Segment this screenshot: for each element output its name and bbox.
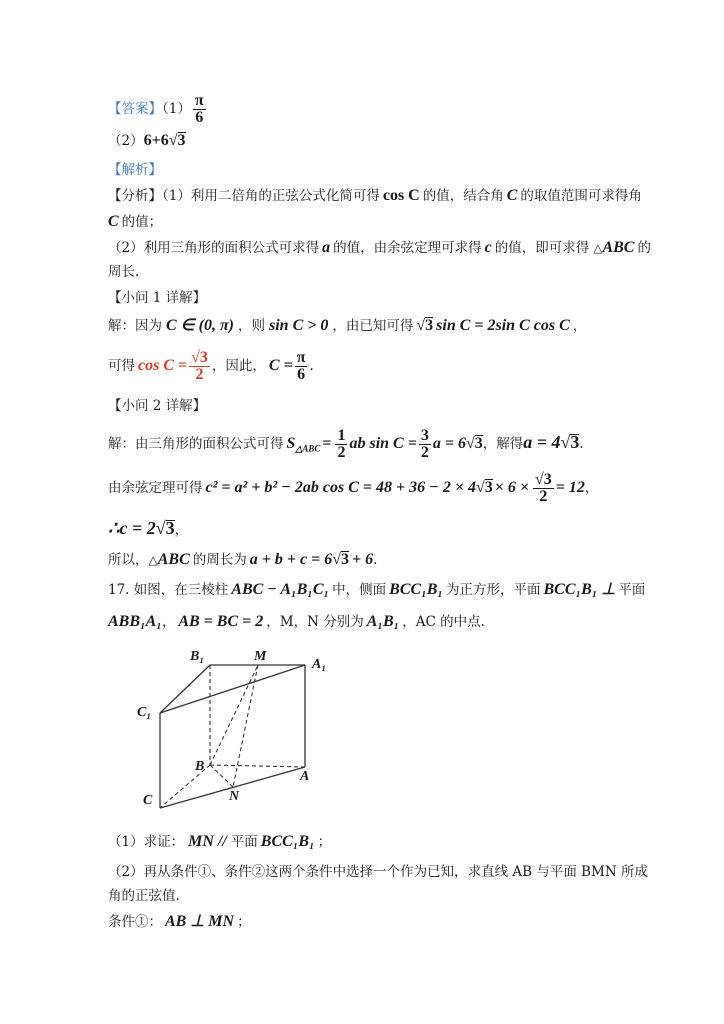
answer-part2-label: （2） — [108, 133, 144, 149]
edge-B1-C1 — [160, 665, 210, 713]
q2-tag: 【小问 2 详解】 — [108, 398, 207, 414]
answer-tag: 【答案】 — [108, 101, 162, 117]
label-B1: B₁ — [190, 649, 205, 664]
answer-part2-root: 3 — [177, 132, 186, 149]
answer-line-1 — [108, 93, 208, 126]
label-A: A — [300, 769, 310, 784]
label-C: C — [143, 793, 153, 808]
q2-line-2: 由余弦定理可得 c² = a² + b² − 2ab cos C = 48 + 36 − 2 × 4√3 × 6 × $\frac{√3}{2}$ = 12， — [108, 471, 599, 505]
answer-line-2: （2）6+6√3 — [108, 132, 186, 149]
label-N: N — [229, 789, 240, 804]
subq2-line-2: 角的正弦值. — [108, 888, 180, 904]
q2-line-3: ∴c = 2√3， — [108, 518, 189, 538]
label-M: M — [254, 649, 267, 664]
q1-line-1: 解：因为 C ∈ (0, π) ，则 sin C > 0 ，由已知可得 √3 sin C = 2sin C cos C ， — [108, 317, 587, 334]
analysis-line-4: 周长. — [108, 264, 140, 280]
answer-part1-fraction: $\frac{\pi}{6}$ — [194, 92, 204, 126]
label-B: B — [195, 759, 205, 774]
segment-B-N — [210, 765, 233, 787]
cosC-term: cos C — [382, 187, 420, 204]
problem17-line-2: ABB₁A₁， AB = BC = 2 ，M，N 分别为 A₁B₁ ，AC 的中点. — [108, 613, 485, 630]
analysis-line-2: C 的值； — [108, 213, 163, 230]
analysis-line-3: （2）利用三角形的面积公式可求得 a 的值，由余弦定理可求得 c 的值，即可求得 △ABC 的 — [108, 239, 651, 256]
answer-part2-value: 6+6 — [143, 132, 169, 149]
answer-part1-label: （1） — [162, 101, 191, 117]
edge-B-A — [210, 765, 305, 767]
analysis-subtag: 【分析】 — [108, 188, 162, 204]
problem17-line-1: 17. 如图，在三棱柱 ABC − A₁B₁C₁ 中，侧面 BCC₁B₁ 为正方形，平面 BCC₁B₁ ⊥ 平面 — [108, 581, 646, 598]
q1-tag: 【小问 1 详解】 — [108, 290, 207, 306]
segment-B-M — [210, 665, 258, 765]
label-C1: C₁ — [137, 705, 152, 720]
q2-line-1: 解：由三角形的面积公式可得 $S_{\triangle ABC}$ = $\frac{1}{2}$ ab sin C = $\frac{3}{2}$ a = 6√3，解得a = 4√3. — [108, 427, 584, 461]
q1-line-2: 可得 cos C = $\frac{√3}{2}$ ，因此， C = $\frac{\pi}{6}$ . — [108, 349, 314, 383]
subq1-line: （1）求证： MN // 平面 BCC₁B₁ ； — [108, 833, 332, 850]
prism-figure — [0, 640, 724, 840]
subq2-line-1: （2）再从条件①、条件②这两个条件中选择一个作为已知，求直线 AB 与平面 BMN 所成 — [108, 864, 648, 880]
segment-M-N — [233, 665, 258, 787]
analysis-tag: 【解析】 — [108, 162, 162, 178]
analysis-line-1: 【分析】（1）利用二倍角的正弦公式化简可得 cos C 的值，结合角 C 的取值范围可求得角 — [108, 187, 642, 204]
condition-1-line: 条件①： AB ⊥ MN ； — [108, 913, 251, 930]
label-A1: A₁ — [312, 657, 327, 672]
edge-C1-A1 — [160, 665, 305, 713]
q2-line-4: 所以，△ABC 的周长为 a + b + c = 6√3 + 6. — [108, 551, 378, 568]
cosC-result: cos C = — [138, 357, 188, 374]
